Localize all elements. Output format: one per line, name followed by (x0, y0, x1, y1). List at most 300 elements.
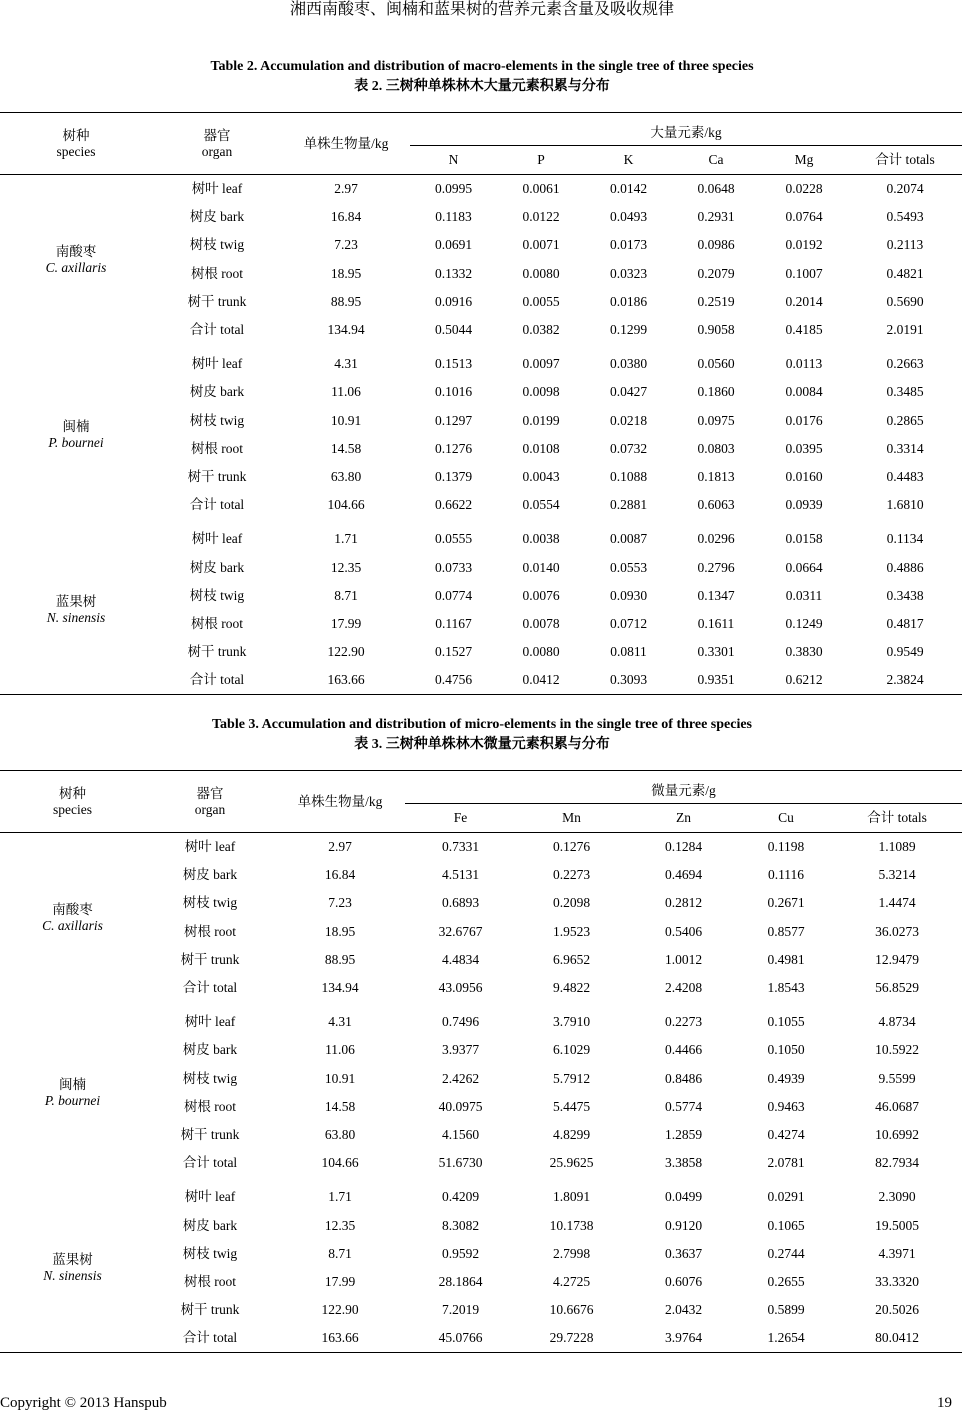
value-cell: 0.0499 (664, 1189, 703, 1205)
table-row (0, 1211, 962, 1239)
value-cell: 0.6622 (434, 497, 473, 513)
table-row (0, 1183, 962, 1211)
biomass-cell: 63.80 (330, 468, 362, 484)
value-cell: 4.5131 (441, 867, 480, 883)
value-cell: 0.2273 (552, 867, 591, 883)
value-cell: 0.0554 (522, 497, 560, 513)
value-cell: 0.0078 (522, 615, 560, 631)
value-cell: 0.3314 (886, 440, 924, 456)
value-cell: 4.8299 (552, 1126, 591, 1142)
value-cell: 10.1738 (549, 1217, 594, 1233)
value-cell: 0.0380 (609, 356, 648, 372)
value-cell: 0.0986 (697, 237, 735, 253)
value-cell: 0.0087 (609, 531, 648, 547)
value-cell: 0.1611 (697, 615, 735, 631)
value-cell: 2.3090 (878, 1189, 916, 1205)
header-species (0, 771, 145, 833)
biomass-cell: 134.94 (321, 980, 359, 996)
value-cell: 0.2744 (767, 1245, 805, 1261)
biomass-cell: 134.94 (327, 322, 365, 338)
value-cell: 1.2654 (767, 1330, 805, 1346)
copyright: Copyright © 2013 Hanspub (0, 1395, 167, 1411)
value-cell: 2.0191 (886, 322, 924, 338)
organ-cell: 树根 root (183, 1273, 237, 1289)
table-row (0, 1268, 962, 1296)
value-cell: 3.3858 (664, 1155, 703, 1171)
biomass-cell: 7.23 (334, 237, 358, 253)
value-cell: 0.0975 (697, 412, 735, 428)
organ-cell: 树枝 twig (182, 895, 238, 911)
value-cell: 0.9592 (441, 1245, 480, 1261)
value-cell: 2.7998 (552, 1245, 591, 1261)
value-cell: 0.0382 (522, 322, 560, 338)
value-cell: 0.0323 (609, 265, 648, 281)
organ-cell: 树根 root (183, 923, 237, 939)
value-cell: 0.0108 (522, 440, 560, 456)
value-cell: 0.0764 (785, 209, 823, 225)
species-name-zh: 闽楠 (62, 418, 90, 434)
running-head: 湘西南酸枣、闽楠和蓝果树的营养元素含量及吸收规律 (289, 1, 674, 18)
value-cell: 0.0774 (434, 587, 473, 603)
organ-cell: 合计 total (189, 672, 245, 688)
value-cell: 0.0311 (785, 587, 823, 603)
value-cell: 4.8734 (878, 1014, 916, 1030)
value-cell: 9.5599 (878, 1070, 916, 1086)
value-cell: 1.1089 (878, 839, 916, 855)
biomass-cell: 11.06 (325, 1042, 355, 1058)
value-cell: 0.1116 (767, 867, 805, 883)
value-cell: 2.3824 (886, 672, 924, 688)
species-latin: P. bournei (44, 1092, 101, 1108)
value-cell: 0.9120 (664, 1217, 703, 1233)
header-organ (152, 113, 282, 175)
species-cell (0, 1183, 145, 1353)
value-cell: 0.4886 (886, 559, 924, 575)
value-cell: 0.1860 (697, 384, 735, 400)
organ-cell: 树根 root (190, 440, 244, 456)
value-cell: 0.5406 (664, 923, 703, 939)
value-cell: 0.3301 (697, 644, 735, 660)
table-row (0, 974, 962, 1002)
value-cell: 0.0995 (434, 181, 473, 197)
value-cell: 10.6992 (875, 1126, 919, 1142)
table-row (0, 1149, 962, 1177)
header-element: Cu (778, 810, 794, 825)
organ-cell: 树枝 twig (182, 1245, 238, 1261)
value-cell: 0.2931 (697, 209, 735, 225)
biomass-cell: 1.71 (334, 531, 358, 547)
value-cell: 51.6730 (438, 1155, 483, 1171)
table-row (0, 861, 962, 889)
value-cell: 0.5044 (434, 322, 473, 338)
table-row (0, 525, 962, 553)
biomass-cell: 1.71 (328, 1189, 352, 1205)
biomass-cell: 18.95 (330, 265, 362, 281)
biomass-cell: 2.97 (334, 181, 358, 197)
biomass-cell: 12.35 (324, 1217, 356, 1233)
header-element: K (623, 152, 634, 167)
header-element: Mg (794, 152, 814, 167)
biomass-cell: 4.31 (328, 1014, 352, 1030)
value-cell: 3.9764 (664, 1330, 703, 1346)
value-cell: 0.8577 (767, 923, 805, 939)
species-name-zh: 南酸枣 (52, 901, 93, 917)
value-cell: 1.8543 (767, 980, 805, 996)
value-cell: 0.0173 (609, 237, 648, 253)
biomass-cell: 17.99 (330, 615, 362, 631)
value-cell: 0.4185 (785, 322, 823, 338)
organ-cell: 树干 trunk (187, 293, 247, 309)
header-organ (145, 771, 275, 833)
value-cell: 0.9058 (697, 322, 735, 338)
value-cell: 0.0395 (785, 440, 823, 456)
value-cell: 0.1249 (785, 615, 823, 631)
value-cell: 0.0291 (767, 1189, 805, 1205)
value-cell: 56.8529 (875, 980, 919, 996)
header-species (0, 113, 152, 175)
value-cell: 2.0781 (767, 1155, 805, 1171)
value-cell: 0.0803 (697, 440, 735, 456)
organ-cell: 树叶 leaf (191, 531, 243, 547)
value-cell: 1.9523 (552, 923, 591, 939)
value-cell: 0.0691 (434, 237, 473, 253)
value-cell: 0.0811 (610, 644, 647, 660)
table-row (0, 1065, 962, 1093)
value-cell: 0.0122 (522, 209, 560, 225)
organ-cell: 树皮 bark (189, 209, 245, 225)
value-cell: 32.6767 (438, 923, 483, 939)
species-name-en (0, 918, 145, 934)
biomass-cell: 11.06 (331, 384, 361, 400)
value-cell: 0.0930 (609, 587, 648, 603)
value-cell: 0.1379 (434, 468, 473, 484)
value-cell: 0.0712 (609, 615, 648, 631)
header-element: 合计 totals (875, 152, 935, 167)
organ-cell: 树根 root (183, 1098, 237, 1114)
value-cell: 0.0113 (785, 356, 823, 372)
value-cell: 1.6810 (886, 497, 924, 513)
header-organ-en: organ (194, 801, 226, 817)
value-cell: 0.2881 (609, 497, 648, 513)
value-cell: 0.3485 (886, 384, 924, 400)
organ-cell: 树叶 leaf (184, 839, 236, 855)
species-cell (0, 350, 152, 519)
value-cell: 0.1527 (434, 644, 473, 660)
table2-caption-zh: 表 2. 三树种单株林木大量元素积累与分布 (354, 79, 610, 94)
value-cell: 0.2655 (767, 1273, 805, 1289)
biomass-cell: 122.90 (321, 1302, 359, 1318)
value-cell: 0.8486 (664, 1070, 703, 1086)
table-row (0, 918, 962, 946)
species-name-zh: 蓝果树 (52, 1251, 93, 1267)
table-row (0, 350, 962, 378)
value-cell: 0.2812 (664, 895, 703, 911)
organ-cell: 树枝 twig (189, 412, 245, 428)
value-cell: 1.4474 (878, 895, 916, 911)
header-organ-zh: 器官 (203, 127, 231, 143)
value-cell: 0.1332 (434, 265, 473, 281)
value-cell: 0.0098 (522, 384, 560, 400)
species-name-en (0, 610, 152, 626)
value-cell: 0.2079 (697, 265, 735, 281)
value-cell: 0.1513 (434, 356, 473, 372)
value-cell: 0.4466 (664, 1042, 703, 1058)
value-cell: 0.1299 (609, 322, 648, 338)
table-row (0, 946, 962, 974)
biomass-cell: 88.95 (330, 293, 362, 309)
organ-cell: 树枝 twig (189, 587, 245, 603)
biomass-cell: 14.58 (324, 1098, 356, 1114)
organ-cell: 合计 total (189, 497, 245, 513)
value-cell: 0.2671 (767, 895, 805, 911)
organ-cell: 树叶 leaf (184, 1189, 236, 1205)
table-row (0, 833, 962, 862)
value-cell: 0.5690 (886, 293, 924, 309)
header-biomass: 单株生物量/kg (303, 135, 389, 151)
organ-cell: 树皮 bark (182, 867, 238, 883)
header-organ-en: organ (201, 143, 233, 159)
value-cell: 0.4694 (664, 867, 703, 883)
value-cell: 0.0038 (522, 531, 560, 547)
value-cell: 12.9479 (875, 951, 919, 967)
value-cell: 2.4262 (441, 1070, 480, 1086)
biomass-cell: 163.66 (321, 1330, 359, 1346)
value-cell: 0.1134 (886, 531, 924, 547)
value-cell: 5.4475 (552, 1098, 591, 1114)
value-cell: 0.6076 (664, 1273, 703, 1289)
value-cell: 0.3637 (664, 1245, 703, 1261)
header-biomass: 单株生物量/kg (297, 793, 383, 809)
biomass-cell: 104.66 (327, 497, 365, 513)
value-cell: 0.4483 (886, 468, 924, 484)
value-cell: 0.2865 (886, 412, 924, 428)
header-element: Ca (708, 152, 724, 167)
value-cell: 10.5922 (875, 1042, 919, 1058)
header-species-zh: 树种 (62, 127, 90, 143)
value-cell: 0.0555 (434, 531, 473, 547)
value-cell: 1.0012 (664, 951, 703, 967)
value-cell: 5.7912 (552, 1070, 591, 1086)
value-cell: 0.3830 (785, 644, 823, 660)
header-element: N (448, 152, 459, 167)
value-cell: 0.2113 (886, 237, 924, 253)
value-cell: 80.0412 (875, 1330, 919, 1346)
value-cell: 25.9625 (549, 1155, 594, 1171)
value-cell: 40.0975 (438, 1098, 483, 1114)
value-cell: 8.3082 (441, 1217, 480, 1233)
value-cell: 4.3971 (878, 1245, 916, 1261)
value-cell: 4.2725 (552, 1273, 591, 1289)
biomass-cell: 63.80 (324, 1126, 356, 1142)
value-cell: 0.0733 (434, 559, 473, 575)
biomass-cell: 16.84 (324, 867, 356, 883)
value-cell: 0.4981 (767, 951, 805, 967)
organ-cell: 树皮 bark (189, 384, 245, 400)
organ-cell: 树干 trunk (187, 468, 247, 484)
value-cell: 0.3438 (886, 587, 924, 603)
species-cell (0, 833, 145, 1003)
value-cell: 0.0176 (785, 412, 823, 428)
value-cell: 0.6893 (441, 895, 480, 911)
value-cell: 3.9377 (441, 1042, 480, 1058)
header-element: Mn (562, 810, 581, 825)
value-cell: 9.4822 (552, 980, 591, 996)
value-cell: 0.5493 (886, 209, 924, 225)
value-cell: 0.1813 (697, 468, 735, 484)
organ-cell: 树枝 twig (189, 237, 245, 253)
biomass-cell: 14.58 (330, 440, 362, 456)
value-cell: 0.1183 (435, 209, 472, 225)
value-cell: 0.0228 (785, 181, 823, 197)
value-cell: 0.1088 (609, 468, 648, 484)
value-cell: 1.2859 (664, 1126, 703, 1142)
value-cell: 0.0186 (609, 293, 648, 309)
table-row (0, 1036, 962, 1064)
value-cell: 0.5774 (664, 1098, 703, 1114)
species-name-en (0, 260, 152, 276)
species-name-zh: 闽楠 (59, 1076, 86, 1092)
table3-caption-en: Table 3. Accumulation and distribution of micro-elements in the single tree of three species (211, 717, 752, 732)
value-cell: 0.0084 (785, 384, 823, 400)
value-cell: 0.0560 (697, 356, 735, 372)
table-row (0, 1093, 962, 1121)
value-cell: 0.5899 (767, 1302, 805, 1318)
value-cell: 0.1276 (434, 440, 473, 456)
biomass-cell: 4.31 (334, 356, 358, 372)
value-cell: 0.1055 (767, 1014, 805, 1030)
biomass-cell: 88.95 (324, 951, 356, 967)
species-latin: P. bournei (48, 434, 104, 450)
organ-cell: 树根 root (190, 615, 244, 631)
biomass-cell: 16.84 (330, 209, 362, 225)
value-cell: 0.4817 (886, 615, 924, 631)
header-element: Fe (453, 810, 468, 825)
organ-cell: 合计 total (182, 980, 238, 996)
table-row (0, 1240, 962, 1268)
table-row (0, 1121, 962, 1149)
value-cell: 0.0553 (609, 559, 648, 575)
value-cell: 0.9351 (697, 672, 735, 688)
value-cell: 0.0061 (522, 181, 560, 197)
table2-caption-en: Table 2. Accumulation and distribution of macro-elements in the single tree of three species (210, 59, 754, 74)
value-cell: 0.0296 (697, 531, 735, 547)
value-cell: 0.2519 (697, 293, 735, 309)
value-cell: 46.0687 (875, 1098, 919, 1114)
header-species-en: species (53, 801, 92, 817)
species-name-en (0, 1268, 145, 1284)
header-element: Zn (676, 810, 691, 825)
value-cell: 4.4834 (441, 951, 480, 967)
value-cell: 0.0412 (522, 672, 560, 688)
value-cell: 0.1198 (767, 839, 805, 855)
value-cell: 0.2796 (697, 559, 735, 575)
header-species-zh: 树种 (59, 785, 86, 801)
species-cell (0, 1008, 145, 1177)
organ-cell: 树皮 bark (189, 559, 245, 575)
value-cell: 0.0043 (522, 468, 560, 484)
organ-cell: 树干 trunk (187, 644, 247, 660)
value-cell: 0.0160 (785, 468, 823, 484)
organ-cell: 树皮 bark (182, 1217, 238, 1233)
value-cell: 10.6676 (549, 1302, 594, 1318)
value-cell: 6.9652 (552, 951, 591, 967)
header-organ-zh: 器官 (196, 785, 224, 801)
value-cell: 0.4274 (767, 1126, 805, 1142)
organ-cell: 树枝 twig (182, 1070, 238, 1086)
value-cell: 0.0192 (785, 237, 823, 253)
value-cell: 0.4821 (886, 265, 924, 281)
biomass-cell: 2.97 (328, 839, 352, 855)
value-cell: 19.5005 (875, 1217, 919, 1233)
species-name-zh: 蓝果树 (55, 593, 97, 609)
value-cell: 7.2019 (441, 1302, 480, 1318)
header-element-group: 微量元素/g (405, 771, 962, 804)
value-cell: 0.0664 (785, 559, 823, 575)
value-cell: 2.0432 (664, 1302, 703, 1318)
value-cell: 43.0956 (438, 980, 483, 996)
biomass-cell: 163.66 (327, 672, 365, 688)
table-row (0, 1008, 962, 1036)
species-latin: N. sinensis (43, 1267, 102, 1283)
value-cell: 0.1065 (767, 1217, 805, 1233)
organ-cell: 树叶 leaf (184, 1014, 236, 1030)
value-cell: 0.1016 (434, 384, 473, 400)
value-cell: 0.0080 (522, 265, 560, 281)
organ-cell: 树叶 leaf (191, 181, 243, 197)
value-cell: 0.1050 (767, 1042, 805, 1058)
value-cell: 0.4939 (767, 1070, 805, 1086)
value-cell: 0.0080 (522, 644, 560, 660)
header-element: P (537, 152, 545, 167)
organ-cell: 树根 root (190, 265, 244, 281)
value-cell: 0.0732 (609, 440, 648, 456)
biomass-cell: 18.95 (324, 923, 356, 939)
value-cell: 0.1347 (697, 587, 735, 603)
value-cell: 0.0142 (609, 181, 648, 197)
value-cell: 0.0939 (785, 497, 823, 513)
value-cell: 0.0427 (609, 384, 648, 400)
value-cell: 0.1167 (435, 615, 472, 631)
table2-macro-elements (0, 112, 962, 695)
value-cell: 5.3214 (878, 867, 916, 883)
value-cell: 0.2014 (785, 293, 823, 309)
biomass-cell: 104.66 (321, 1155, 359, 1171)
organ-cell: 合计 total (182, 1330, 238, 1346)
species-latin: C. axillaris (45, 259, 107, 275)
value-cell: 0.0199 (522, 412, 560, 428)
value-cell: 0.7331 (441, 839, 480, 855)
value-cell: 0.0055 (522, 293, 560, 309)
value-cell: 0.1007 (785, 265, 823, 281)
value-cell: 0.6063 (697, 497, 735, 513)
value-cell: 33.3320 (875, 1273, 919, 1289)
biomass-cell: 17.99 (324, 1273, 356, 1289)
value-cell: 0.1276 (552, 839, 591, 855)
value-cell: 0.0916 (434, 293, 473, 309)
species-name-zh: 南酸枣 (55, 243, 97, 259)
value-cell: 0.0158 (785, 531, 823, 547)
table-row (0, 889, 962, 917)
value-cell: 0.2074 (886, 181, 924, 197)
value-cell: 0.9463 (767, 1098, 805, 1114)
value-cell: 3.7910 (552, 1014, 591, 1030)
value-cell: 0.7496 (441, 1014, 480, 1030)
biomass-cell: 7.23 (328, 895, 352, 911)
biomass-cell: 8.71 (328, 1245, 352, 1261)
biomass-cell: 10.91 (324, 1070, 356, 1086)
value-cell: 0.2663 (886, 356, 924, 372)
species-latin: N. sinensis (46, 609, 106, 625)
